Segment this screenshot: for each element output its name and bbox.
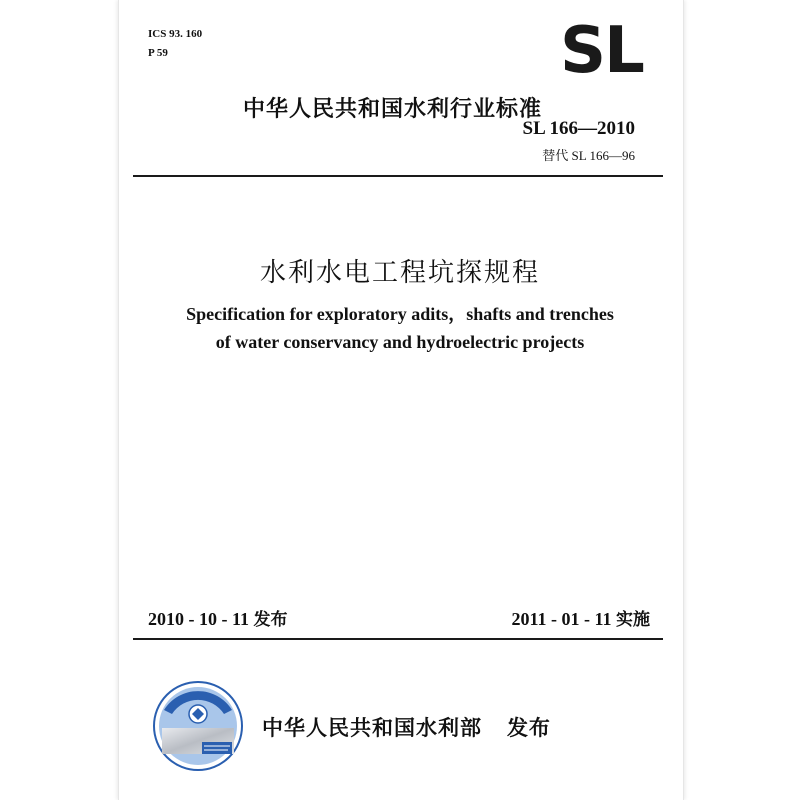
english-title-line1: Specification for exploratory adits，shafts and trenches [186,304,614,324]
english-title [0,300,800,356]
sl-logo: SL [560,14,643,88]
bottom-divider [133,638,663,640]
standard-number: SL 166—2010 [522,118,635,139]
anti-counterfeit-seal-icon [152,680,244,772]
publisher-action: 发布 [506,716,551,740]
replaces-standard: 替代 SL 166—96 [542,148,635,163]
english-title-line2: of water conservancy and hydroelectric projects [215,332,585,352]
implement-date-value: 2011 - 01 - 11 [511,609,612,629]
top-divider [133,175,663,177]
publisher-name: 中华人民共和国水利部 [262,716,482,740]
p-code: P 59 [148,47,168,59]
industry-standard-label: 中华人民共和国水利行业标准 [243,97,543,122]
issue-date [148,605,288,630]
issue-word: 发布 [253,610,288,630]
issue-date-value: 2010 - 10 - 11 [148,609,249,629]
implement-word: 实施 [616,610,650,630]
implement-date [511,605,650,630]
chinese-title: 水利水电工程坑探规程 [259,258,540,288]
ics-code: ICS 93. 160 [148,28,203,40]
publisher [262,712,551,742]
